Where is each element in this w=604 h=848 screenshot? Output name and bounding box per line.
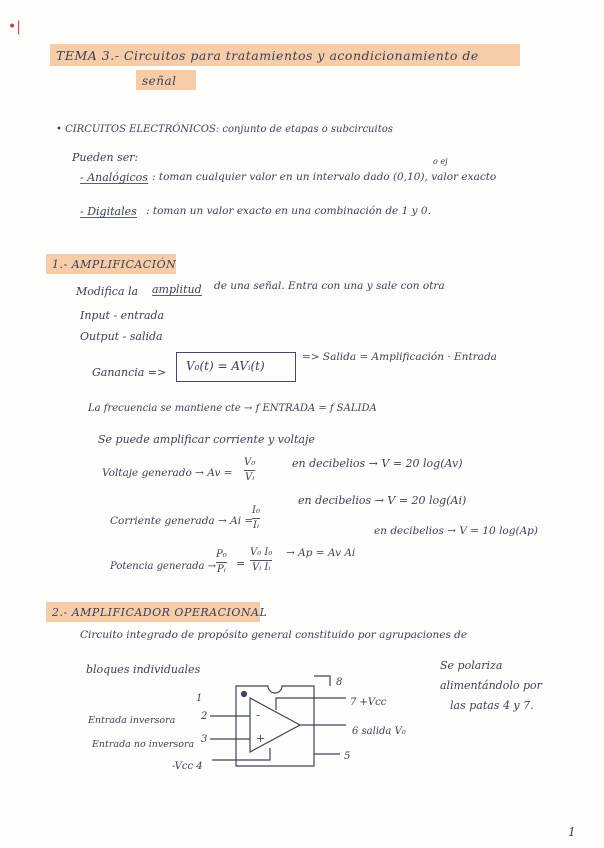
bias-note-3: las patas 4 y 7.: [450, 699, 534, 712]
curr-num: I₀: [252, 505, 260, 516]
volt-label: Voltaje generado → Av =: [102, 467, 233, 479]
volt-db: en decibelios → V = 20 log(Av): [292, 457, 463, 470]
digital-label: - Digitales: [80, 205, 137, 218]
pin6-label: 6 salida V₀: [352, 726, 406, 737]
opamp-minus: -: [256, 708, 261, 722]
noninverting-input-label: Entrada no inversora: [92, 739, 195, 750]
pin3-label: 3: [201, 734, 208, 745]
pow-num1: P₀: [216, 549, 227, 560]
pin4-label: -Vcc 4: [172, 761, 203, 772]
gain-label: Ganancia =>: [92, 366, 167, 379]
intro-bullet: • CIRCUITOS ELECTRÓNICOS: conjunto de etapas o subcircuitos: [56, 124, 393, 135]
gain-after: => Salida = Amplificación · Entrada: [302, 351, 497, 363]
pin8-label: 8: [336, 677, 343, 688]
curr-label: Corriente generada → Ai =: [110, 515, 254, 527]
s1-line1b: de una señal. Entra con una y sale con otra: [214, 280, 445, 292]
topic-title-line1: TEMA 3.- Circuitos para tratamientos y acondicionamiento de: [56, 48, 479, 63]
pin1-label: 1: [196, 693, 203, 704]
s1-line1a: Modifica la: [76, 285, 139, 298]
s2-line1: Circuito integrado de propósito general constituido por agrupaciones de: [80, 629, 468, 641]
s1-output: Output - salida: [80, 330, 163, 343]
pow-label: Potencia generada →: [110, 561, 217, 572]
pow-den1: Pᵢ: [217, 564, 226, 575]
volt-num: V₀: [244, 457, 256, 468]
pin1-dot: [242, 692, 247, 697]
freq-line: La frecuencia se mantiene cte → f ENTRADA = f SALIDA: [88, 403, 377, 414]
pow-ap: → Ap = Av Ai: [286, 547, 356, 559]
pin7-line: [276, 698, 346, 710]
bias-note-1: Se polariza: [440, 659, 503, 672]
can-amplify: Se puede amplificar corriente y voltaje: [98, 433, 315, 446]
pin2-label: 2: [201, 711, 208, 722]
inverting-input-label: Entrada inversora: [88, 715, 176, 726]
topic-title-line2: señal: [142, 74, 177, 88]
opamp-plus: +: [256, 732, 266, 745]
pow-db: en decibelios → V = 10 log(Ap): [374, 525, 538, 537]
analog-label: - Analógicos: [80, 171, 148, 184]
bias-note-2: alimentándolo por: [440, 679, 542, 692]
s2-line2: bloques individuales: [86, 663, 201, 676]
page-number: 1: [568, 825, 576, 839]
analog-text: : toman cualquier valor en un intervalo dado (0,10), valor exacto: [152, 171, 497, 183]
curr-db: en decibelios → V = 20 log(Ai): [298, 494, 467, 507]
binder-mark: •|: [8, 19, 21, 35]
digital-text: : toman un valor exacto en una combinación de 1 y 0.: [146, 205, 431, 217]
s1-input: Input - entrada: [80, 309, 165, 322]
pin8-line: [314, 676, 330, 686]
pin5-label: 5: [344, 751, 351, 762]
section1-heading: 1.- AMPLIFICACIÓN: [52, 258, 177, 271]
pow-den2: Vᵢ Iᵢ: [252, 562, 271, 573]
pow-num2: V₀ I₀: [250, 547, 273, 558]
gain-formula: V₀(t) = AVᵢ(t): [186, 359, 265, 373]
intro-pueden: Pueden ser:: [72, 151, 139, 164]
analog-sup: o ej: [433, 157, 448, 166]
s1-line1-word: amplitud: [152, 283, 202, 296]
pin7-label: 7 +Vcc: [350, 697, 387, 708]
pow-eq: =: [236, 557, 246, 570]
curr-den: Iᵢ: [253, 520, 259, 531]
section2-heading: 2.- AMPLIFICADOR OPERACIONAL: [52, 606, 268, 619]
volt-den: Vᵢ: [245, 472, 255, 483]
